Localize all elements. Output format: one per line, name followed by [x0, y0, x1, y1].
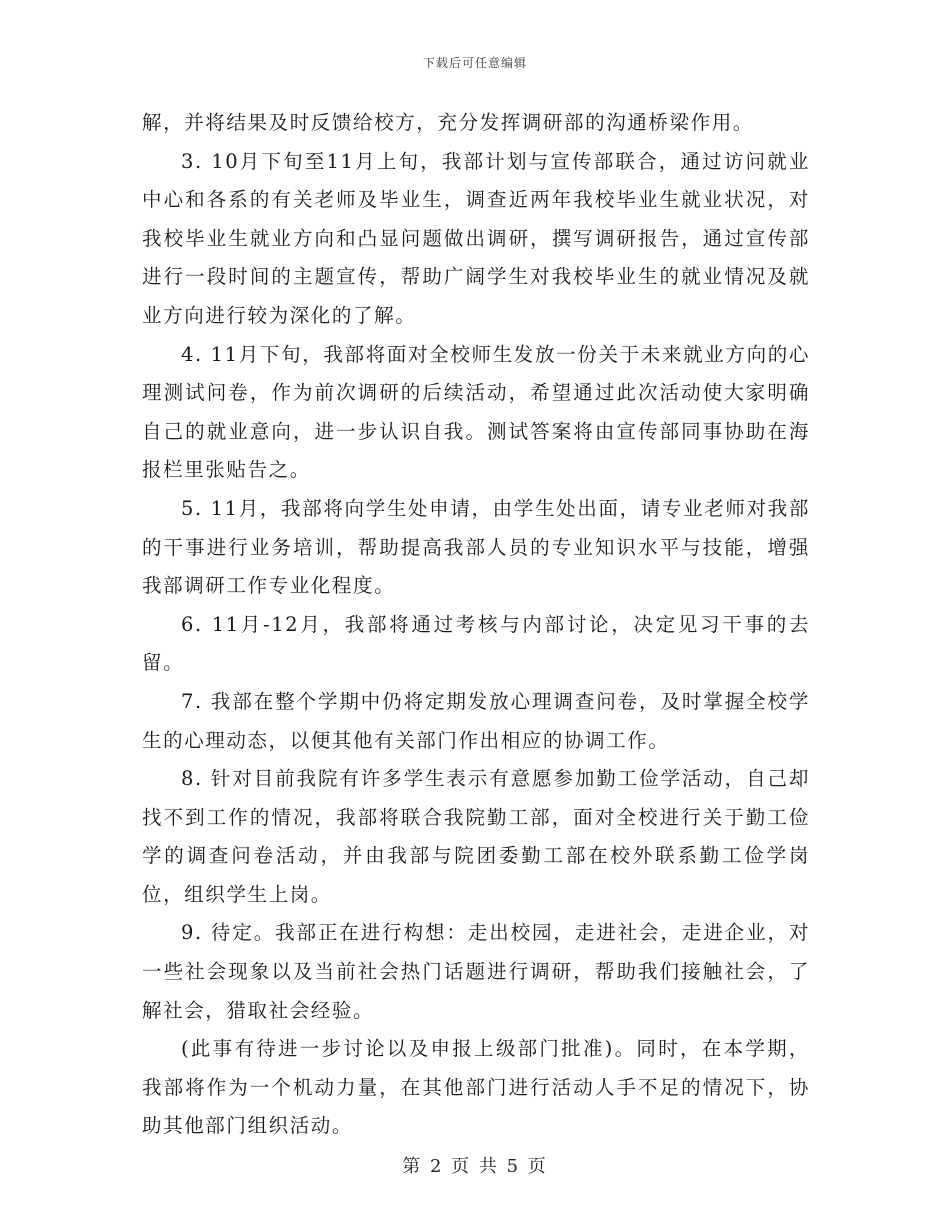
paragraph-item-9: 9. 待定。我部正在进行构想：走出校园，走进社会，走进企业，对一些社会现象以及当前社会热门话题进行调研，帮助我们接触社会，了解社会，猎取社会经验。 — [142, 921, 810, 1022]
paragraph-note: (此事有待进一步讨论以及申报上级部门批准)。同时，在本学期，我部将作为一个机动力量，在其他部门进行活动人手不足的情况下，协助其他部门组织活动。 — [142, 1037, 810, 1138]
paragraph-item-6: 6. 11月-12月，我部将通过考核与内部讨论，决定见习干事的去留。 — [142, 612, 810, 675]
page-number-footer: 第 2 页 共 5 页 — [402, 1156, 548, 1177]
page-header-note: 下载后可任意编辑 — [422, 56, 527, 70]
paragraph-item-8: 8. 针对目前我院有许多学生表示有意愿参加勤工俭学活动，自己却找不到工作的情况，我部将联合我院勤工部，面对全校进行关于勤工俭学的调查问卷活动，并由我部与院团委勤工部在校外联系勤工俭学岗位，组织学生上岗。 — [142, 767, 810, 906]
paragraph-continuation: 解，并将结果及时反馈给校方，充分发挥调研部的沟通桥梁作用。 — [142, 111, 754, 134]
paragraph-item-5: 5. 11月，我部将向学生处申请，由学生处出面，请专业老师对我部的干事进行业务培训，帮助提高我部人员的专业知识水平与技能，增强我部调研工作专业化程度。 — [142, 496, 810, 598]
paragraph-item-3: 3. 10月下旬至11月上旬，我部计划与宣传部联合，通过访问就业中心和各系的有关老师及毕业生，调查近两年我校毕业生就业状况，对我校毕业生就业方向和凸显问题做出调研，撰写调研报告，通过宣传部进行一段时间的主题宣传，帮助广阔学生对我校毕业生的就业情况及就业方向进行较为深化的了解。 — [142, 149, 810, 327]
document-body — [142, 104, 810, 1146]
paragraph-item-7: 7. 我部在整个学期中仍将定期发放心理调查问卷，及时掌握全校学生的心理动态，以便其他有关部门作出相应的协调工作。 — [142, 689, 810, 752]
paragraph-item-4: 4. 11月下旬，我部将面对全校师生发放一份关于未来就业方向的心理测试问卷，作为前次调研的后续活动，希望通过此次活动使大家明确自己的就业意向，进一步认识自我。测试答案将由宣传部同事协助在海报栏里张贴告之。 — [142, 342, 810, 482]
